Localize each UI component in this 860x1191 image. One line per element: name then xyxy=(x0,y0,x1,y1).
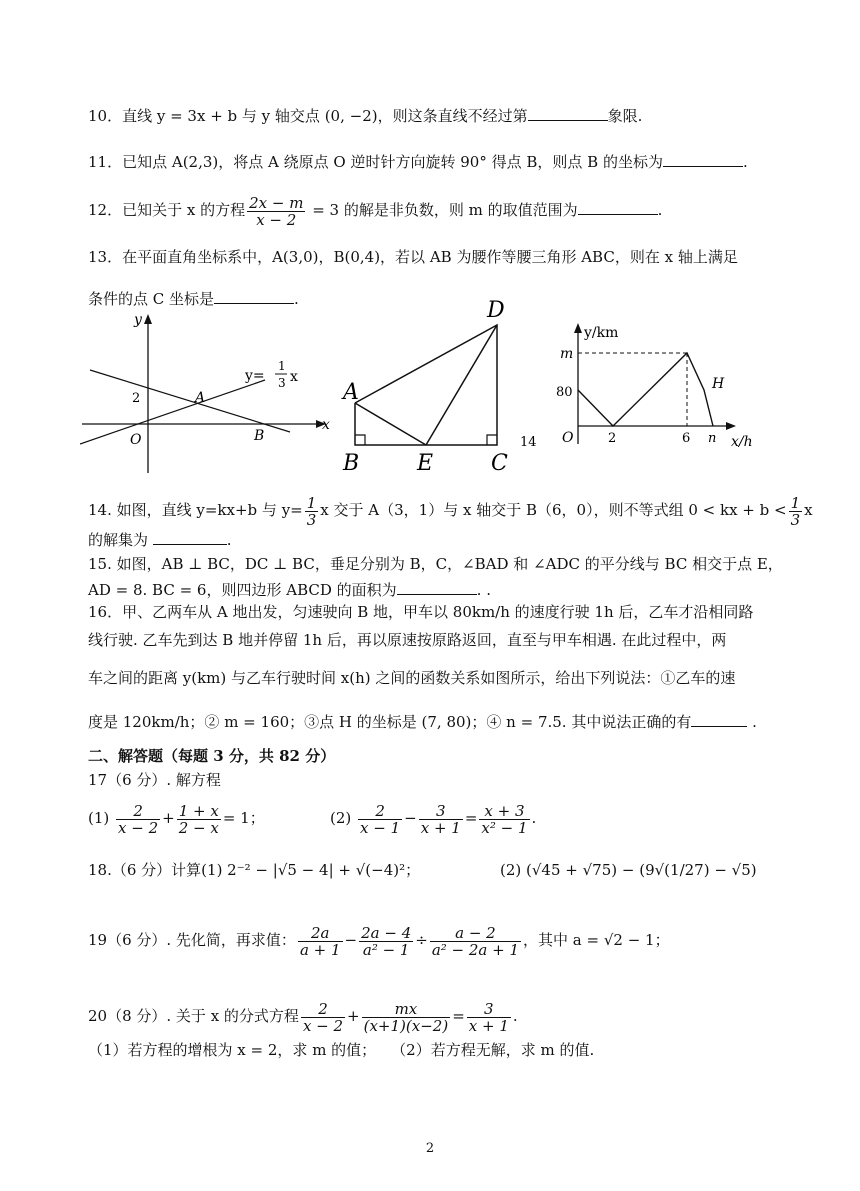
fraction: $\frac{x + 3}{\text{x² − 1}}$ xyxy=(481,801,528,837)
x-axis-arrow xyxy=(726,422,736,430)
label-h: H xyxy=(712,376,725,392)
page-number: 2 xyxy=(425,1141,435,1156)
question-19: 19（6 分）. 先化简，再求值： $\frac{2a}{a + 1}$ − $\frac{2a - 4}{\text{a² − 1}}$ ÷ $\frac{a - 2}{\text{a² − 2a + 1}}$ ，其中 a = √2 − 1； xyxy=(88,923,670,959)
fraction: $\frac{2x - m}{x - 2}$ xyxy=(249,193,304,229)
origin-label: O xyxy=(562,430,574,446)
answer-blank xyxy=(578,198,658,215)
fraction: $\frac{2}{x - 1}$ xyxy=(360,801,401,837)
x-label: x xyxy=(322,417,330,433)
y-axis-arrow xyxy=(144,314,152,324)
question-15-line-2: AD = 8. BC = 6，则四边形 ABCD 的面积为 . . xyxy=(88,578,491,600)
label-80: 80 xyxy=(556,385,573,400)
question-11: 11．已知点 A(2,3)，将点 A 绕原点 O 逆时针方向旋转 90° 得点 B，则点 B 的坐标为 . xyxy=(88,150,748,172)
question-17-part-2: (2) $\frac{2}{x - 1}$ − $\frac{3}{x + 1}$ = $\frac{x + 3}{\text{x² − 1}}$ . xyxy=(330,801,537,837)
y-label: y xyxy=(134,312,142,328)
question-15-line-1: 15. 如图，AB ⊥ BC，DC ⊥ BC，垂足分别为 B，C，∠BAD 和 ∠ADC 的平分线与 BC 相交于点 E， xyxy=(88,555,783,573)
question-13-line-2: 条件的点 C 坐标是 . xyxy=(88,287,299,309)
fraction: $\frac{1}{3}$ xyxy=(306,493,317,529)
right-angle-c xyxy=(487,435,497,445)
y-axis-arrow xyxy=(574,323,582,333)
fraction: $\frac{1}{3}$ xyxy=(790,493,801,529)
question-17-part-1: (1) $\frac{2}{x - 2}$ + $\frac{1 + x}{2 - x}$ = 1； xyxy=(88,801,265,837)
segment-ae xyxy=(355,403,426,445)
label-b: B xyxy=(343,451,360,475)
question-18-part-2: (2) (√45 + √75) − (9√(1/27) − √5) xyxy=(500,861,757,879)
quadrilateral-abcd xyxy=(355,325,497,445)
tick-2: 2 xyxy=(608,431,617,446)
label-c: C xyxy=(491,451,508,475)
question-10: 10．直线 y = 3x + b 与 y 轴交点 (0, −2)，则这条直线不经过第 象限. xyxy=(88,104,642,126)
label-n: n xyxy=(708,431,717,446)
figure-tag: 14 xyxy=(520,435,537,450)
fraction: $\frac{1 + x}{2 - x}$ xyxy=(178,801,219,837)
question-16-line-1: 16．甲、乙两车从 A 地出发，匀速驶向 B 地，甲车以 80km/h 的速度行驶 1h 后，乙车才沿相同路 xyxy=(88,603,754,621)
equation-label: y= xyxy=(245,368,265,384)
question-18-part-1: 18.（6 分）计算(1) 2⁻² − |√5 − 4| + √(−4)²； xyxy=(88,861,421,879)
fraction: $\frac{2a}{a + 1}$ xyxy=(299,923,341,959)
fraction: $\frac{2a - 4}{\text{a² − 1}}$ xyxy=(361,923,412,959)
answer-blank xyxy=(214,287,294,304)
figure-line-graph xyxy=(80,308,340,478)
origin-label: O xyxy=(130,432,142,448)
fraction: $\frac{3}{x + 1}$ xyxy=(468,999,509,1035)
label-m: m xyxy=(560,346,574,362)
question-14-line-1: 14. 如图，直线 y=kx+b 与 y= $\frac{1}{3}$ x 交于 A（3，1）与 x 轴交于 B（6，0），则不等式组 0 < kx + b < $\frac{1}{3}$ x xyxy=(88,493,813,529)
figure-quadrilateral xyxy=(335,295,525,475)
fraction: $\frac{mx}{(x+1)(x-2)}$ xyxy=(363,999,449,1035)
y-axis-label: y/km xyxy=(584,325,619,341)
question-16-line-3: 车之间的距离 y(km) 与乙车行驶时间 x(h) 之间的函数关系如图所示，给出下列说法：①乙车的速 xyxy=(88,669,736,687)
question-17-head: 17（6 分）. 解方程 xyxy=(88,771,221,789)
section-title: 二、解答题（每题 3 分，共 82 分） xyxy=(88,747,336,765)
equation-x: x xyxy=(290,369,298,385)
tick-6: 6 xyxy=(682,431,691,446)
label-e: E xyxy=(417,451,434,475)
answer-blank xyxy=(397,578,477,595)
question-20: 20（8 分）. 关于 x 的分式方程 $\frac{2}{x - 2}$ + $\frac{mx}{(x+1)(x-2)}$ = $\frac{3}{x + 1}$ . xyxy=(88,999,518,1035)
fraction: $\frac{3}{x + 1}$ xyxy=(420,801,461,837)
answer-blank xyxy=(663,150,743,167)
fraction: $\frac{2}{x - 2}$ xyxy=(302,999,344,1035)
question-16-line-4: 度是 120km/h；② m = 160；③点 H 的坐标是 (7, 80)；④ n = 7.5. 其中说法正确的有 . xyxy=(88,710,757,732)
question-16-line-2: 线行驶. 乙车先到达 B 地并停留 1h 后，再以原速按原路返回，直至与甲车相遇. 在此过程中，两 xyxy=(88,631,727,649)
x-axis-label: x/h xyxy=(731,434,753,450)
segment-de xyxy=(426,325,497,445)
right-angle-b xyxy=(355,435,365,445)
answer-blank xyxy=(528,104,608,121)
fraction: $\frac{2}{x - 2}$ xyxy=(118,801,159,837)
question-12: 12．已知关于 x 的方程 $\frac{2x - m}{x - 2}$ = 3 的解是非负数，则 m 的取值范围为 . xyxy=(88,193,663,229)
label-a: A xyxy=(343,380,359,405)
label-d: D xyxy=(487,298,505,323)
question-20-subparts: （1）若方程的增根为 x = 2，求 m 的值； （2）若方程无解，求 m 的值. xyxy=(88,1041,595,1059)
equation-denominator: 3 xyxy=(278,376,286,390)
point-b-label: B xyxy=(254,428,265,444)
point-a-label: A xyxy=(195,390,206,406)
question-14-line-2: 的解集为 . xyxy=(88,528,232,550)
answer-blank xyxy=(153,528,227,545)
tick-label-2: 2 xyxy=(132,391,141,406)
line-third-x xyxy=(80,380,265,444)
fraction: $\frac{a - 2}{\text{a² − 2a + 1}}$ xyxy=(431,923,520,959)
distance-curve xyxy=(578,353,713,426)
answer-blank xyxy=(691,710,747,727)
equation-numerator: 1 xyxy=(278,359,286,373)
figure-distance-time-graph xyxy=(520,318,795,453)
question-13-line-1: 13．在平面直角坐标系中，A(3,0)，B(0,4)，若以 AB 为腰作等腰三角形 ABC，则在 x 轴上满足 xyxy=(88,248,738,266)
